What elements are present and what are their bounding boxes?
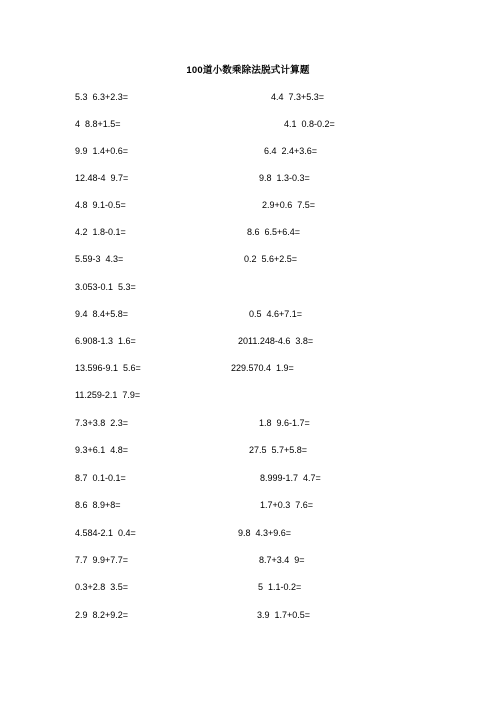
problem-left: 13.596-9.1 5.6= [75, 363, 141, 373]
problem-left: 9.4 8.4+5.8= [75, 309, 129, 319]
problem-row [0, 146, 496, 158]
problem-left: 9.3+6.1 4.8= [75, 445, 129, 455]
problem-right: 4.1 0.8-0.2= [284, 119, 335, 129]
problem-left: 7.3+3.8 2.3= [75, 418, 129, 428]
problem-row [0, 119, 496, 131]
problem-right: 3.9 1.7+0.5= [257, 610, 311, 620]
problem-row [0, 390, 496, 402]
problem-row [0, 336, 496, 348]
problem-left: 5.3 6.3+2.3= [75, 92, 129, 102]
problem-left: 4 8.8+1.5= [75, 119, 121, 129]
problem-row [0, 500, 496, 512]
problem-left: 2.9 8.2+9.2= [75, 610, 129, 620]
problem-left: 4.8 9.1-0.5= [75, 200, 126, 210]
problem-right: 27.5 5.7+5.8= [249, 445, 308, 455]
problem-right: 8.999-1.7 4.7= [260, 473, 321, 483]
problem-row [0, 610, 496, 622]
problem-left: 8.7 0.1-0.1= [75, 473, 126, 483]
problem-row [0, 200, 496, 212]
problem-left: 9.9 1.4+0.6= [75, 146, 129, 156]
problem-row [0, 473, 496, 485]
problem-right: 1.8 9.6-1.7= [259, 418, 310, 428]
problem-left: 0.3+2.8 3.5= [75, 582, 129, 592]
problem-right: 2.9+0.6 7.5= [262, 200, 316, 210]
problem-right: 0.2 5.6+2.5= [244, 254, 298, 264]
problem-row [0, 582, 496, 594]
problem-row [0, 528, 496, 540]
problem-left: 7.7 9.9+7.7= [75, 555, 129, 565]
problem-right: 0.5 4.6+7.1= [249, 309, 303, 319]
document-title: 100道小数乘除法脱式计算题 [186, 65, 310, 76]
problem-right: 8.7+3.4 9= [259, 555, 305, 565]
problem-right: 1.7+0.3 7.6= [260, 500, 314, 510]
problem-left: 4.2 1.8-0.1= [75, 227, 126, 237]
problem-right: 9.8 1.3-0.3= [259, 173, 310, 183]
problem-row [0, 555, 496, 567]
problem-row [0, 173, 496, 185]
problem-right: 2011.248-4.6 3.8= [238, 336, 314, 346]
problem-left: 5.59-3 4.3= [75, 254, 124, 264]
problem-left: 11.259-2.1 7.9= [75, 390, 141, 400]
problem-right: 8.6 6.5+6.4= [247, 227, 301, 237]
problem-left: 3.053-0.1 5.3= [75, 282, 136, 292]
problem-right: 5 1.1-0.2= [258, 582, 302, 592]
problem-left: 8.6 8.9+8= [75, 500, 121, 510]
problem-row [0, 227, 496, 239]
problem-left: 4.584-2.1 0.4= [75, 528, 136, 538]
problem-left: 6.908-1.3 1.6= [75, 336, 136, 346]
problem-right: 9.8 4.3+9.6= [238, 528, 292, 538]
problem-row [0, 92, 496, 104]
problem-row [0, 363, 496, 375]
problem-row [0, 418, 496, 430]
problem-right: 6.4 2.4+3.6= [264, 146, 318, 156]
problem-row [0, 254, 496, 266]
problem-left: 12.48-4 9.7= [75, 173, 129, 183]
problem-row [0, 445, 496, 457]
problem-row [0, 282, 496, 294]
problem-row [0, 309, 496, 321]
problem-right: 4.4 7.3+5.3= [271, 92, 325, 102]
problem-right: 229.570.4 1.9= [231, 363, 294, 373]
